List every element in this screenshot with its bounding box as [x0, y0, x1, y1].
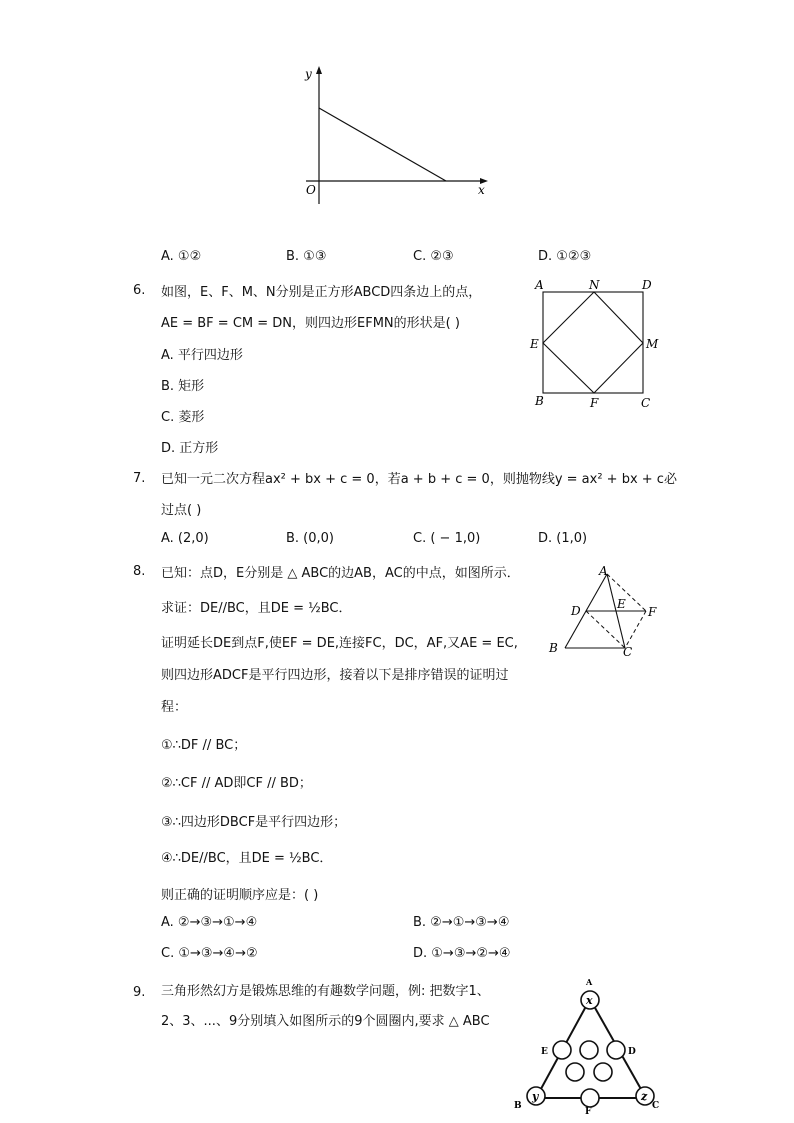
- svg-text:D: D: [571, 604, 581, 618]
- q6-option-c: C. 菱形: [161, 410, 205, 425]
- q8-triangle-figure: [540, 562, 670, 662]
- q8-step-4: ④∴DE//BC，且DE = ½BC．: [161, 851, 333, 866]
- svg-text:F: F: [648, 605, 657, 619]
- x-axis-label: x: [478, 183, 485, 197]
- q9-number: 9.: [133, 985, 146, 1000]
- q8-step-3: ③∴四边形DBCF是平行四边形；: [161, 815, 347, 830]
- svg-text:M: M: [646, 337, 659, 351]
- q8-option-a: A. ②→③→①→④: [161, 915, 258, 930]
- svg-text:N: N: [589, 278, 600, 292]
- svg-text:z: z: [641, 1090, 648, 1103]
- q7-option-c: C. ( − 1,0): [413, 531, 481, 546]
- q7-number: 7.: [133, 471, 146, 486]
- q5-option-c: C. ②③: [413, 249, 454, 264]
- q6-option-b: B. 矩形: [161, 379, 205, 394]
- q6-stem-line2: AE = BF = CM = DN，则四边形EFMN的形状是( ): [161, 316, 460, 331]
- svg-text:F: F: [585, 1107, 592, 1114]
- q6-square-figure: [528, 276, 668, 414]
- q8-stem-line4: 则四边形ADCF是平行四边形，接着以下是排序错误的证明过: [161, 668, 509, 683]
- svg-text:D: D: [642, 278, 652, 292]
- q6-stem-line1: 如图，E、F、M、N分别是正方形ABCD四条边上的点，: [161, 285, 482, 300]
- q9-stem-line2: 2、3、...、9分别填入如图所示的9个圆圈内,要求 △ ABC: [161, 1014, 490, 1029]
- q8-step-1: ①∴DF // BC；: [161, 738, 247, 753]
- svg-text:A: A: [535, 278, 544, 292]
- svg-text:A: A: [586, 977, 593, 987]
- q8-stem-line2: 求证：DE//BC，且DE = ½BC．: [161, 601, 352, 616]
- q8-stem-line5: 程：: [161, 700, 188, 715]
- q5-graph-figure: [300, 62, 500, 212]
- q5-option-a: A. ①②: [161, 249, 202, 264]
- q6-option-d: D. 正方形: [161, 441, 219, 456]
- q8-stem-line3: 证明延长DE到点F,使EF = DE,连接FC，DC，AF,又AE = EC,: [161, 636, 518, 651]
- q6-option-a: A. 平行四边形: [161, 348, 243, 363]
- origin-label: O: [306, 183, 316, 197]
- svg-text:A: A: [599, 564, 608, 578]
- svg-text:C: C: [641, 396, 651, 410]
- q7-option-b: B. (0,0): [286, 531, 335, 546]
- q8-option-c: C. ①→③→④→②: [161, 946, 258, 961]
- svg-text:B: B: [514, 1101, 522, 1111]
- q8-stem-line1: 已知：点D，E分别是 △ ABC的边AB，AC的中点，如图所示．: [161, 566, 520, 581]
- svg-text:x: x: [586, 994, 593, 1007]
- q8-number: 8.: [133, 564, 146, 579]
- svg-text:E: E: [617, 597, 626, 611]
- q9-magic-triangle-figure: [508, 974, 668, 1114]
- q9-stem-line1: 三角形然幻方是锻炼思维的有趣数学问题，例: 把数字1、: [161, 984, 490, 999]
- q7-stem-line2: 过点( ): [161, 503, 202, 518]
- svg-text:B: B: [535, 394, 544, 408]
- q5-option-d: D. ①②③: [538, 249, 592, 264]
- q6-number: 6.: [133, 283, 146, 298]
- q8-question: 则正确的证明顺序应是：( ): [161, 888, 319, 903]
- q8-option-b: B. ②→①→③→④: [413, 915, 510, 930]
- q7-stem-line1: 已知一元二次方程ax² + bx + c = 0，若a + b + c = 0，则抛物线y = ax² + bx + c必: [161, 472, 677, 487]
- q5-option-b: B. ①③: [286, 249, 327, 264]
- y-axis-label: y: [305, 67, 312, 81]
- svg-text:E: E: [530, 337, 539, 351]
- svg-text:B: B: [549, 641, 558, 655]
- q8-step-2: ②∴CF // AD即CF // BD；: [161, 776, 312, 791]
- svg-text:y: y: [532, 1090, 539, 1103]
- svg-text:C: C: [652, 1101, 660, 1111]
- q7-option-d: D. (1,0): [538, 531, 588, 546]
- svg-text:F: F: [590, 396, 599, 410]
- svg-text:D: D: [628, 1047, 636, 1057]
- svg-text:E: E: [541, 1047, 548, 1057]
- q7-option-a: A. (2,0): [161, 531, 209, 546]
- svg-text:C: C: [623, 645, 633, 659]
- q8-option-d: D. ①→③→②→④: [413, 946, 511, 961]
